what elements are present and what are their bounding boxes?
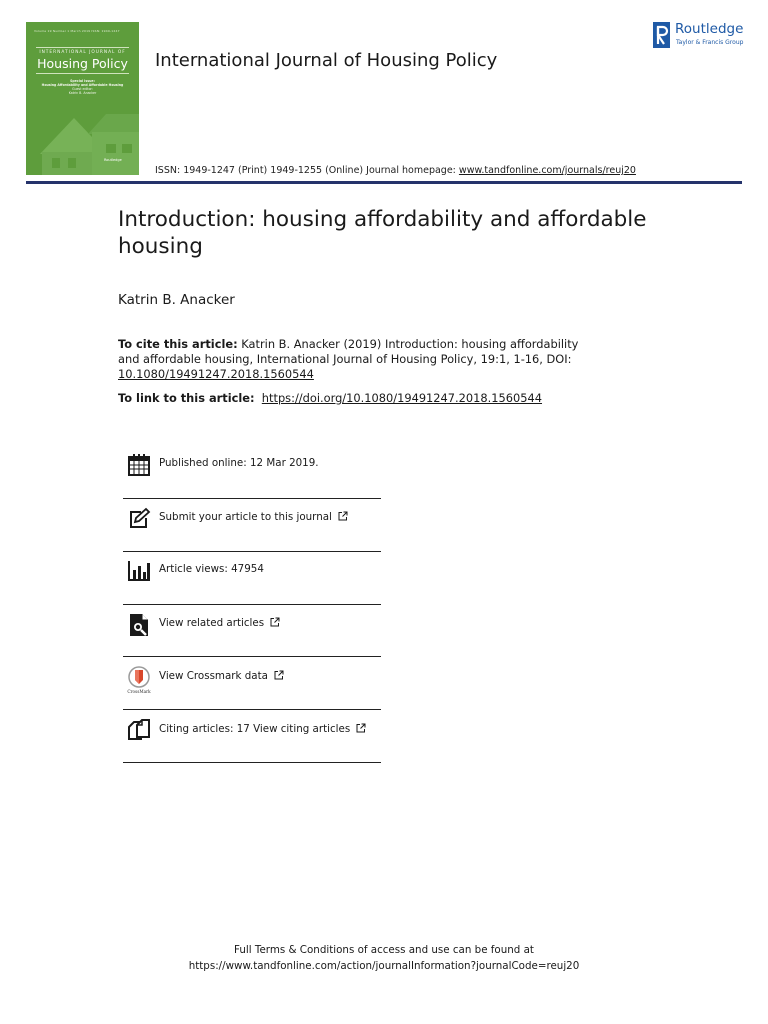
citation-block: [118, 337, 588, 382]
submit-article-label: Submit your article to this journal: [159, 511, 332, 523]
cite-label: To cite this article:: [118, 337, 238, 351]
cover-journal-name: Housing Policy: [37, 56, 128, 71]
header-divider: [26, 181, 742, 184]
citing-articles-row[interactable]: [123, 719, 381, 765]
cover-rule: [36, 73, 129, 74]
citing-articles-label: Citing articles: 17 View citing articles: [159, 723, 351, 735]
info-divider: [123, 604, 381, 605]
info-divider: [123, 762, 381, 763]
article-views-text: Article views: 47954: [159, 563, 264, 575]
cover-guest-editor-label: Guest editor:: [72, 87, 93, 91]
cover-guest-editor: Katrin B. Anacker: [68, 91, 97, 95]
article-link-block: [118, 391, 542, 405]
journal-homepage-link[interactable]: www.tandfonline.com/journals/reuj20: [458, 165, 636, 176]
crossmark-icon: [127, 666, 151, 694]
cover-special-issue: Special Issue:: [70, 79, 95, 83]
journal-title: International Journal of Housing Policy: [155, 50, 498, 71]
cover-house-illustration: [26, 94, 139, 175]
cover-publisher-mark: Routledge: [104, 158, 122, 162]
bar-chart-icon: [127, 559, 151, 583]
link-label: To link to this article:: [118, 391, 255, 405]
document-search-icon: [127, 613, 151, 637]
publisher-name: Routledge: [675, 21, 744, 37]
article-title: Introduction: housing affordability and affordable housing: [118, 207, 647, 259]
info-divider: [123, 498, 381, 499]
cite-doi-link[interactable]: 10.1080/19491247.2018.1560544: [118, 367, 314, 381]
routledge-logo-icon: [652, 20, 672, 50]
footer: [0, 942, 768, 974]
publisher-logo: [652, 20, 752, 50]
external-link-icon: [274, 670, 284, 680]
submit-article-row[interactable]: [123, 507, 381, 553]
crossmark-link[interactable]: [159, 670, 284, 682]
calendar-icon: [127, 453, 151, 477]
related-articles-link[interactable]: [159, 617, 280, 629]
info-divider: [123, 656, 381, 657]
published-online-text: Published online: 12 Mar 2019.: [159, 457, 319, 469]
article-author: Katrin B. Anacker: [118, 292, 235, 308]
issn-line: [155, 165, 636, 176]
journal-cover: [26, 22, 139, 175]
edit-icon: [127, 507, 151, 531]
cover-issue-topic: Housing Affordability and Affordable Housing: [41, 83, 124, 87]
publisher-subtitle: Taylor & Francis Group: [676, 39, 744, 46]
copy-documents-icon: [127, 719, 151, 743]
info-divider: [123, 709, 381, 710]
cite-text: Katrin B. Anacker (2019) Introduction: housing affordability and affordable housing, International Journal of Housing Policy, 19:1, 1-16, DOI:: [118, 337, 579, 366]
cover-top-text: Volume 19 Number 1 March 2019 ISSN: 1949-1247: [34, 29, 120, 33]
article-views-row: [123, 559, 381, 605]
related-articles-label: View related articles: [159, 617, 265, 629]
crossmark-label: View Crossmark data: [159, 670, 268, 682]
issn-text: ISSN: 1949-1247 (Print) 1949-1255 (Online) Journal homepage:: [155, 165, 459, 176]
published-online-row: [123, 453, 381, 499]
info-divider: [123, 551, 381, 552]
external-link-icon: [356, 723, 366, 733]
external-link-icon: [270, 617, 280, 627]
crossmark-badge-text: CrossMark: [127, 689, 151, 694]
cover-intl-label: INTERNATIONAL JOURNAL OF: [39, 50, 126, 55]
submit-article-link[interactable]: [159, 511, 348, 523]
crossmark-row[interactable]: [123, 666, 381, 712]
footer-terms-url[interactable]: https://www.tandfonline.com/action/journalInformation?journalCode=reuj20: [188, 960, 580, 972]
footer-terms-text: Full Terms & Conditions of access and use can be found at: [234, 944, 534, 956]
article-doi-link[interactable]: https://doi.org/10.1080/19491247.2018.1560544: [261, 391, 543, 405]
external-link-icon: [338, 511, 348, 521]
related-articles-row[interactable]: [123, 613, 381, 659]
cover-rule: [36, 47, 129, 48]
citing-articles-link[interactable]: [159, 723, 366, 735]
